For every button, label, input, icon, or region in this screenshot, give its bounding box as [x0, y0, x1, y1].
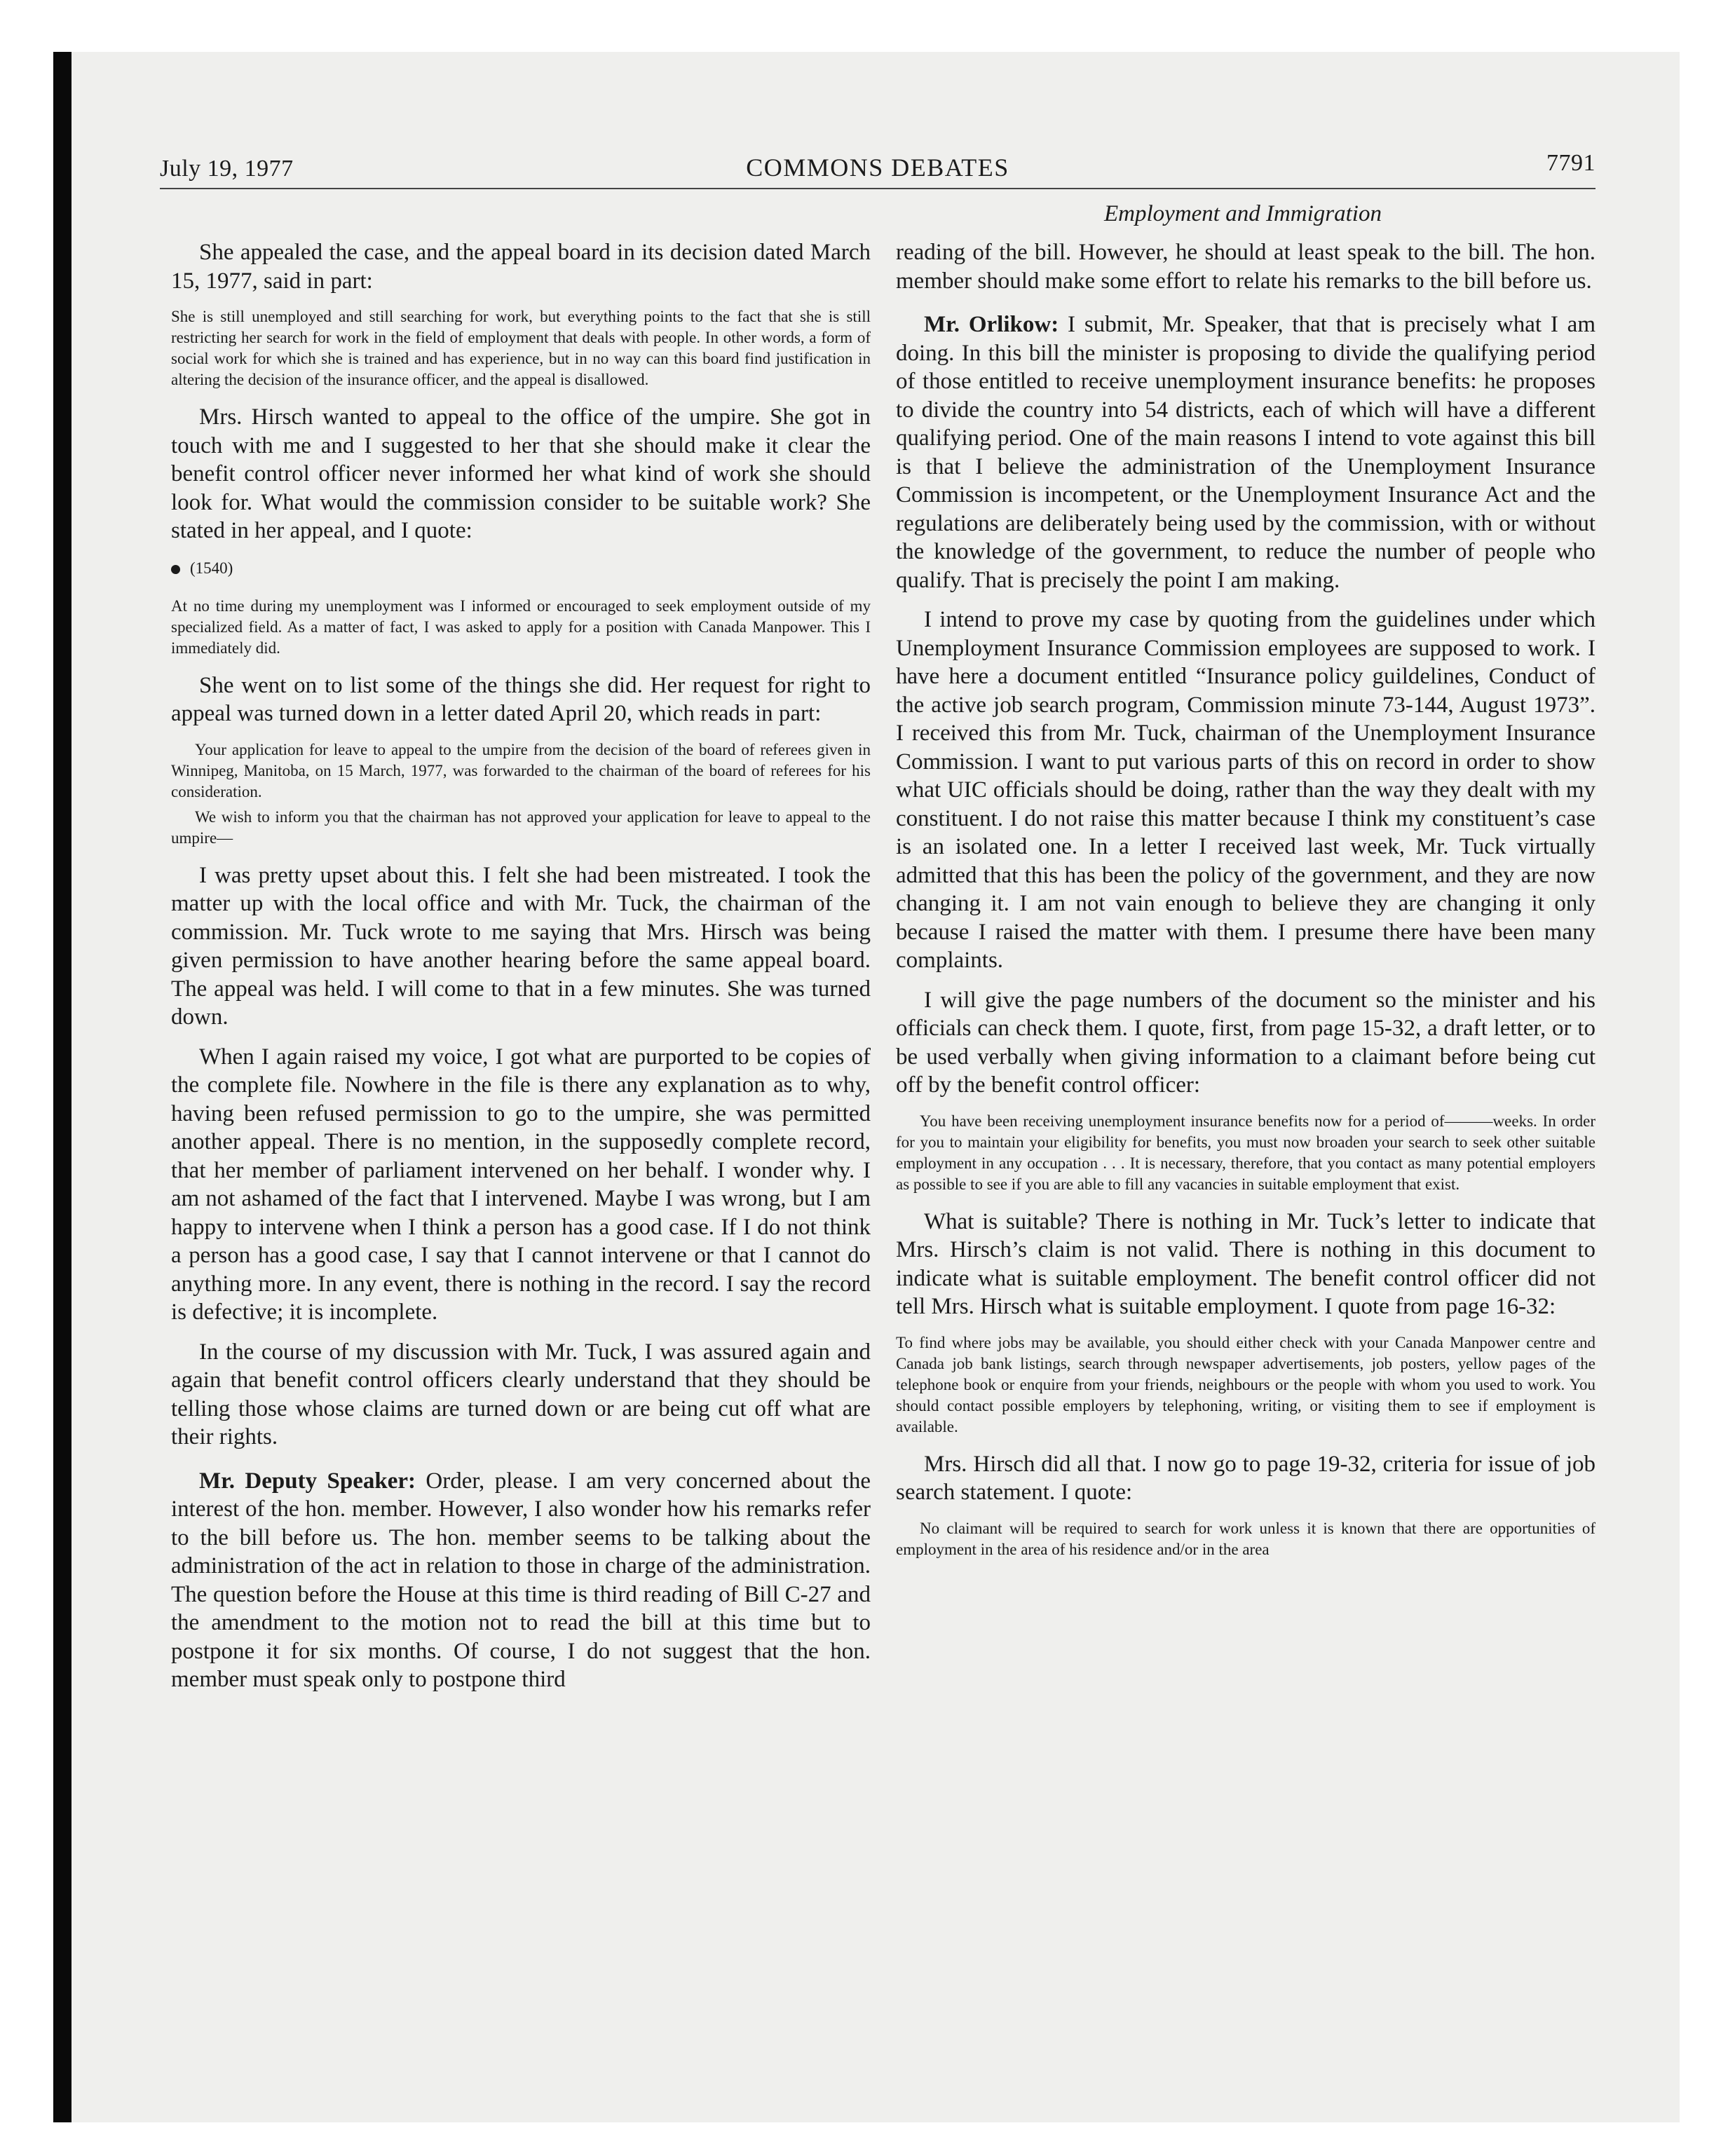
paragraph: I intend to prove my case by quoting from the guidelines under which Unemployment Insurance Commission employees are supposed to work. I have here a document entitled “Insurance policy guildelines, Conduct of the active job search program, Commission minute 73-144, August 1973”. I received this from Mr. Tuck, chairman of the Unemployment Insurance Commission. I want to put various parts of this on record in order to show what UIC officials should be doing, rather than the way they dealt with my constituent. I do not raise this matter because I think my constituent’s case is an isolated one. In a letter I received last week, Mr. Tuck virtually admitted that this has been the policy of the government, and they are now changing it. I am not vain enough to believe they are changing it only because I raised the matter with them. I presume there have been many complaints. — [896, 607, 1595, 973]
block-quote: At no time during my unemployment was I informed or encouraged to seek employment outside of my specialized field. As a matter of fact, I was asked to apply for a position with Canada Manpower. This I immediately did. — [171, 596, 871, 657]
header-title: COMMONS DEBATES — [746, 153, 1009, 182]
block-quote: She is still unemployed and still searching for work, but everything points to the fact that she is still restricting her search for work in the field of employment that deals with people. In other words, a form of social work for which she is trained and has experience, but in no way can this board find justification in altering the decision of the insurance officer, and the appeal is disallowed. — [171, 308, 871, 388]
time-marker — [171, 558, 871, 579]
page-header — [160, 150, 1595, 192]
paragraph: reading of the bill. However, he should at least speak to the bill. The hon. member should make some effort to relate his remarks to the bill before us. — [896, 240, 1595, 294]
header-date: July 19, 1977 — [160, 156, 294, 182]
block-quote: You have been receiving unemployment insurance benefits now for a period of———weeks. In order for you to maintain your eligibility for benefits, you must now broaden your search to seek other suitable employment in any occupation . . . It is necessary, therefore, that you contact as many potential employers as possible to see if you are able to fill any vacancies in suitable employment that exist. — [896, 1112, 1595, 1193]
time-marker-text: (1540) — [190, 559, 233, 577]
block-quote: Your application for leave to appeal to the umpire from the decision of the board of referees given in Winnipeg, Manitoba, on 15 March, 1977, was forwarded to the chairman of the board of referees for his consideration. — [171, 740, 871, 800]
paragraph: I will give the page numbers of the document so the minister and his officials can check them. I quote, first, from page 15-32, a draft letter, or to be used verbally when giving information to a claimant before being cut off by the benefit control officer: — [896, 987, 1595, 1098]
paragraph: In the course of my discussion with Mr. Tuck, I was assured again and again that benefit control officers clearly understand that they should be telling those whose claims are turned down or are being cut off what are their rights. — [171, 1339, 871, 1449]
paragraph: Mrs. Hirsch did all that. I now go to page 19-32, criteria for issue of job search statement. I quote: — [896, 1451, 1595, 1505]
paragraph: What is suitable? There is nothing in Mr. Tuck’s letter to indicate that Mrs. Hirsch’s claim is not valid. There is nothing in this document to indicate what is suitable employment. The benefit control officer did not tell Mrs. Hirsch what is suitable employment. I quote from page 16-32: — [896, 1208, 1595, 1319]
paragraph: She appealed the case, and the appeal board in its decision dated March 15, 1977, said in part: — [171, 240, 871, 294]
paragraph: I was pretty upset about this. I felt she had been mistreated. I took the matter up with the local office and with Mr. Tuck, the chairman of the commission. Mr. Tuck wrote to me saying that Mrs. Hirsch was being given permission to have another hearing before the same appeal board. The appeal was held. I will come to that in a few minutes. She was turned down. — [171, 862, 871, 1030]
speech-text: Order, please. I am very concerned about the interest of the hon. member. However, I also wonder how his remarks refer to the bill before us. The hon. member seems to be talking about the administration of the act in relation to those in charge of the administration. The question before the House at this time is third reading of Bill C-27 and the amendment to the motion not to read the bill at this time but to postpone it for six months. Of course, I do not suggest that the hon. member must speak only to postpone third — [171, 1468, 871, 1692]
paragraph: Mrs. Hirsch wanted to appeal to the office of the umpire. She got in touch with me and I suggested to her that she should make it clear the benefit control officer never informed her what kind of work she should look for. What would the commission consider to be suitable work? She stated in her appeal, and I quote: — [171, 404, 871, 543]
paragraph: She went on to list some of the things she did. Her request for right to appeal was turned down in a letter dated April 20, which reads in part: — [171, 672, 871, 726]
left-column — [171, 238, 871, 1705]
block-quote: We wish to inform you that the chairman has not approved your application for leave to appeal to the umpire— — [171, 807, 871, 847]
speaker-paragraph — [171, 1467, 871, 1694]
binding-edge — [53, 52, 72, 2122]
speaker-name: Mr. Orlikow: — [924, 312, 1059, 337]
page-number: 7791 — [1546, 150, 1595, 176]
paragraph: When I again raised my voice, I got what are purported to be copies of the complete file. Nowhere in the file is there any explanation as to why, having been refused permission to go to the umpire, she was permitted another appeal. There is no mention, in the supposedly complete record, that her member of parliament intervened on her behalf. I wonder why. I am not ashamed of the fact that I intervened. Maybe I was wrong, but I am happy to intervene when I think a person has a good case. If I do not think a person has a good case, I say that I cannot intervene or that I cannot do anything more. In any event, there is nothing in the record. I say the record is defective; it is incomplete. — [171, 1044, 871, 1325]
block-quote: No claimant will be required to search for work unless it is known that there are opportunities of employment in the area of his residence and/or in the area — [896, 1519, 1595, 1558]
section-heading: Employment and Immigration — [1104, 201, 1382, 226]
block-quote: To find where jobs may be available, you should either check with your Canada Manpower centre and Canada job bank listings, search through newspaper advertisements, job posters, yellow pages of the telephone book or enquire from your friends, neighbours or the people with whom you used to work. You should contact possible employers by telephoning, writing, or visiting them to see if employment is available. — [896, 1333, 1595, 1435]
right-column — [896, 238, 1595, 1573]
header-rule — [160, 188, 1595, 189]
speaker-paragraph — [896, 311, 1595, 594]
speaker-name: Mr. Deputy Speaker: — [199, 1468, 416, 1494]
speech-text: I submit, Mr. Speaker, that that is precisely what I am doing. In this bill the minister is proposing to divide the qualifying period of those entitled to receive unemployment insurance benefits: he proposes to divide the country into 54 districts, each of which will have a different qualifying period. One of the main reasons I intend to vote against this bill is that I believe the administration of the Unemployment Insurance Commission is incompetent, or the Unemployment Insurance Act and the regulations are deliberately being used by the commission, with or without the knowledge of the government, to reduce the number of people who qualify. That is precisely the point I am making. — [896, 312, 1595, 593]
bullet-icon — [171, 565, 180, 574]
